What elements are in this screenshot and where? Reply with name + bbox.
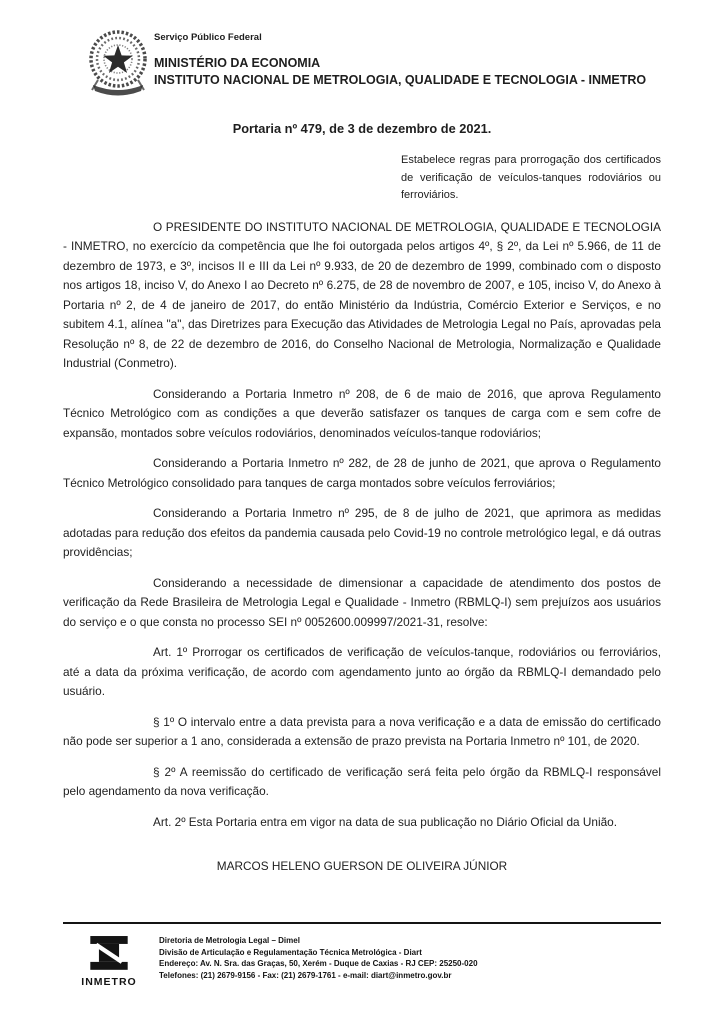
letterhead [63,28,661,106]
body-paragraph: Considerando a necessidade de dimensionar a capacidade de atendimento dos postos de verificação da Rede Brasileira de Metrologia Legal e Qualidade - Inmetro (RBMLQ-I) sem prejuízos aos usuários do serviço e o que consta no processo SEI nº 0052600.009997/2021-31, resolve: [63,575,661,629]
body-paragraph: § 1º O intervalo entre a data prevista para a nova verificação e a data de emissão do certificado não pode ser superior a 1 ano, considerada a extensão de prazo prevista na Portaria Inmetro nº 101, de 2020. [63,714,661,748]
inmetro-logo-text: INMETRO [81,976,137,988]
footer-line-contacts: Telefones: (21) 2679-9156 - Fax: (21) 2679-1761 - e-mail: diart@inmetro.gov.br [159,970,452,980]
body-paragraph: Considerando a Portaria Inmetro nº 282, de 28 de junho de 2021, que aprova o Regulamento Técnico Metrológico consolidado para tanques de carga montados sobre veículos ferroviários; [63,456,661,490]
body-paragraph: Considerando a Portaria Inmetro nº 295, de 8 de julho de 2021, que aprimora as medidas adotadas para redução dos efeitos da pandemia causada pelo Covid-19 no controle metrológico legal, e dá outras providências; [63,506,661,559]
body-paragraph: § 2º A reemissão do certificado de verificação será feita pelo órgão da RBMLQ-I responsável pelo agendamento da nova verificação. [63,764,661,798]
signatory-name: MARCOS HELENO GUERSON DE OLIVEIRA JÚNIOR [216,859,508,873]
body-paragraph: Art. 1º Prorrogar os certificados de verificação de veículos-tanque, rodoviários ou ferroviários, até a data da próxima verificação, de acordo com agendamento junto ao órgão da RBMLQ-I demandado pelo usuário. [63,645,661,698]
footer-line-directorate: Diretoria de Metrologia Legal – Dimel [159,936,300,945]
brazil-coat-of-arms-icon [88,28,148,106]
header-institute: INSTITUTO NACIONAL DE METROLOGIA, QUALIDADE E TECNOLOGIA - INMETRO [154,73,647,87]
body-paragraph: Considerando a Portaria Inmetro nº 208, de 6 de maio de 2016, que aprova Regulamento Técnico Metrológico com as condições a que deverão satisfazer os tanques de carga com e sem cofre de expansão, montados sobre veículos rodoviários, denominados veículos-tanque rodoviários; [63,386,661,440]
inmetro-logo-icon [63,934,149,988]
footer [63,922,661,988]
document-title: Portaria nº 479, de 3 de dezembro de 2021. [232,121,492,136]
body-paragraph: Art. 2º Esta Portaria entra em vigor na data de sua publicação no Diário Oficial da União. [153,814,617,829]
footer-divider [63,922,661,924]
footer-line-division: Divisão de Articulação e Regulamentação Técnica Metrológica - Diart [159,947,422,957]
body-paragraph: O PRESIDENTE DO INSTITUTO NACIONAL DE METROLOGIA, QUALIDADE E TECNOLOGIA - INMETRO, no exercício da competência que lhe foi outorgada pelos artigos 4º, § 2º, da Lei nº 5.966, de 11 de dezembro de 1973, e 3º, incisos II e III da Lei nº 9.933, de 20 de dezembro de 1999, combinado com o disposto nos artigos 18, inciso V, do Anexo I ao Decreto nº 6.275, de 28 de novembro de 2007, e 105, inciso V, do Anexo à Portaria nº 2, de 4 de janeiro de 2017, do então Ministério da Indústria, Comércio Exterior e Serviços, e no subitem 4.1, alínea "a", das Diretrizes para Execução das Atividades de Metrologia Legal no País, aprovadas pela Resolução nº 8, de 22 de dezembro de 2016, do Conselho Nacional de Metrologia, Normalização e Qualidade Industrial (Conmetro). [63,219,661,370]
footer-line-address: Endereço: Av. N. Sra. das Graças, 50, Xerém - Duque de Caxias - RJ CEP: 25250-020 [159,959,478,968]
header-ministry: MINISTÉRIO DA ECONOMIA [154,56,321,70]
epigraph: Estabelece regras para prorrogação dos certificados de verificação de veículos-tanques rodoviários ou ferroviários. [401,154,661,201]
header-service-line: Serviço Público Federal [154,32,262,43]
